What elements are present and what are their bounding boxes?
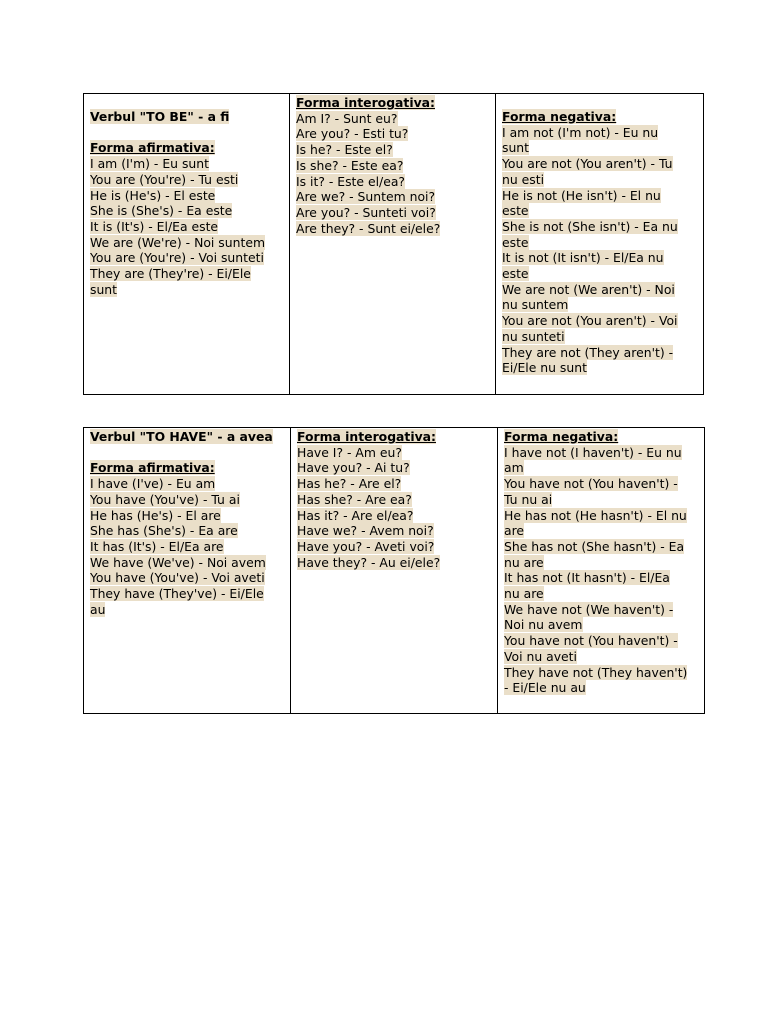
list-item: Is it? - Este el/ea? bbox=[296, 173, 406, 189]
list-item: are bbox=[504, 523, 525, 539]
list-item: You are (You're) - Tu esti bbox=[90, 171, 239, 187]
interrogative-column bbox=[291, 428, 498, 714]
list-item: We are (We're) - Noi suntem bbox=[90, 234, 266, 250]
list-item: We have (We've) - Noi avem bbox=[90, 554, 266, 570]
list-item: nu suntem bbox=[502, 297, 569, 313]
negative-column bbox=[498, 428, 705, 714]
list-item: - Ei/Ele nu au bbox=[504, 680, 586, 696]
interrogative-heading: Forma interogativa: bbox=[296, 95, 435, 110]
list-item: sunt bbox=[502, 140, 530, 156]
list-item: nu are bbox=[504, 554, 544, 570]
list-item: He is not (He isn't) - El nu bbox=[502, 187, 661, 203]
list-item: au bbox=[90, 601, 106, 617]
list-item: You are (You're) - Voi sunteti bbox=[90, 250, 264, 266]
list-item: She is not (She isn't) - Ea nu bbox=[502, 218, 678, 234]
affirmative-column bbox=[84, 94, 290, 395]
list-item: nu are bbox=[504, 586, 544, 602]
list-item: Has he? - Are el? bbox=[297, 476, 402, 492]
list-item: Am I? - Sunt eu? bbox=[296, 110, 398, 126]
list-item: She has not (She hasn't) - Ea bbox=[504, 538, 685, 554]
list-item: Have we? - Avem noi? bbox=[297, 523, 434, 539]
negative-heading: Forma negativa: bbox=[504, 429, 619, 444]
list-item: They are (They're) - Ei/Ele bbox=[90, 266, 251, 282]
list-item: Has it? - Are el/ea? bbox=[297, 507, 414, 523]
list-item: We have not (We haven't) - bbox=[504, 601, 674, 617]
list-item: It is (It's) - El/Ea este bbox=[90, 218, 219, 234]
list-item: Is he? - Este el? bbox=[296, 142, 393, 158]
list-item: I have not (I haven't) - Eu nu bbox=[504, 444, 682, 460]
verb-title: Verbul "TO BE" - a fi bbox=[90, 109, 230, 124]
list-item: They have (They've) - Ei/Ele bbox=[90, 586, 264, 602]
list-item: You have (You've) - Tu ai bbox=[90, 491, 240, 507]
list-item: Voi nu aveti bbox=[504, 648, 577, 664]
list-item: este bbox=[502, 266, 529, 282]
list-item: He has (He's) - El are bbox=[90, 507, 221, 523]
list-item: Is she? - Este ea? bbox=[296, 157, 404, 173]
list-item: I have (I've) - Eu am bbox=[90, 476, 216, 492]
list-item: este bbox=[502, 203, 529, 219]
list-item: It has not (It hasn't) - El/Ea bbox=[504, 570, 670, 586]
negative-heading: Forma negativa: bbox=[502, 109, 617, 124]
list-item: Have they? - Au ei/ele? bbox=[297, 554, 441, 570]
list-item: I am not (I'm not) - Eu nu bbox=[502, 124, 659, 140]
list-item: Are they? - Sunt ei/ele? bbox=[296, 220, 441, 236]
list-item: Have you? - Ai tu? bbox=[297, 460, 410, 476]
list-item: I am (I'm) - Eu sunt bbox=[90, 156, 209, 172]
list-item: sunt bbox=[90, 281, 118, 297]
list-item: Have you? - Aveti voi? bbox=[297, 538, 435, 554]
list-item: They are not (They aren't) - bbox=[502, 344, 674, 360]
list-item: You have not (You haven't) - bbox=[504, 633, 678, 649]
list-item: este bbox=[502, 234, 529, 250]
list-item: They have not (They haven't) bbox=[504, 664, 688, 680]
list-item: Ei/Ele nu sunt bbox=[502, 360, 587, 376]
list-item: Are you? - Sunteti voi? bbox=[296, 204, 436, 220]
list-item: nu sunteti bbox=[502, 328, 565, 344]
negative-column bbox=[496, 94, 704, 395]
list-item: Are we? - Suntem noi? bbox=[296, 189, 436, 205]
list-item: He is (He's) - El este bbox=[90, 187, 216, 203]
affirmative-heading: Forma afirmativa: bbox=[90, 460, 215, 476]
list-item: He has not (He hasn't) - El nu bbox=[504, 507, 687, 523]
list-item: Are you? - Esti tu? bbox=[296, 126, 409, 142]
list-item: You have not (You haven't) - bbox=[504, 476, 678, 492]
list-item: You are not (You aren't) - Voi bbox=[502, 313, 678, 329]
interrogative-heading: Forma interogativa: bbox=[297, 429, 436, 444]
list-item: You have (You've) - Voi aveti bbox=[90, 570, 265, 586]
list-item: We are not (We aren't) - Noi bbox=[502, 281, 675, 297]
list-item: Noi nu avem bbox=[504, 617, 583, 633]
list-item: nu esti bbox=[502, 171, 545, 187]
list-item: She is (She's) - Ea este bbox=[90, 203, 233, 219]
verb-title: Verbul "TO HAVE" - a avea bbox=[90, 429, 273, 444]
table-to-have bbox=[83, 427, 705, 714]
affirmative-heading: Forma afirmativa: bbox=[90, 140, 215, 156]
list-item: It is not (It isn't) - El/Ea nu bbox=[502, 250, 664, 266]
list-item: Has she? - Are ea? bbox=[297, 491, 412, 507]
list-item: You are not (You aren't) - Tu bbox=[502, 156, 673, 172]
list-item: am bbox=[504, 460, 524, 476]
list-item: Tu nu ai bbox=[504, 491, 553, 507]
list-item: Have I? - Am eu? bbox=[297, 444, 402, 460]
table-to-be bbox=[83, 93, 704, 395]
affirmative-column bbox=[84, 428, 291, 714]
list-item: She has (She's) - Ea are bbox=[90, 523, 238, 539]
list-item: It has (It's) - El/Ea are bbox=[90, 538, 224, 554]
interrogative-column bbox=[290, 94, 496, 395]
